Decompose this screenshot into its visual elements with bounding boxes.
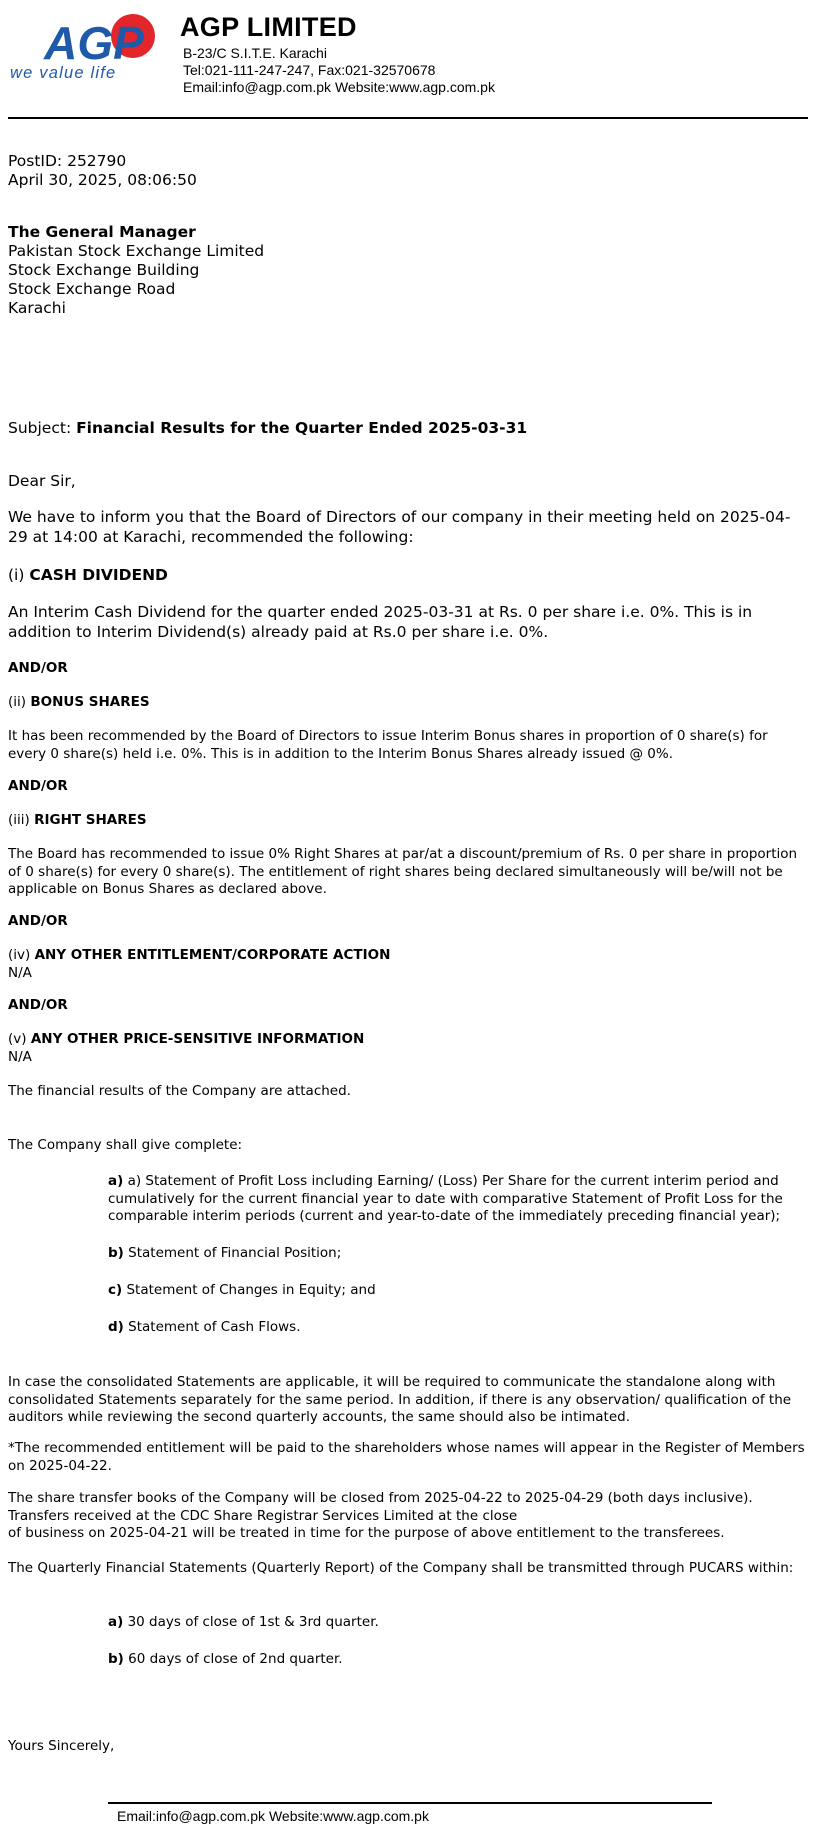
statement-item: b) Statement of Financial Position; bbox=[108, 1245, 342, 1261]
recipient-title: The General Manager bbox=[8, 223, 196, 241]
subject-label: Subject: bbox=[8, 419, 77, 437]
other-entitlement-heading: (iv) ANY OTHER ENTITLEMENT/CORPORATE ACTION bbox=[8, 947, 391, 963]
recipient-city: Karachi bbox=[8, 299, 66, 317]
closing: Yours Sincerely, bbox=[8, 1738, 115, 1754]
intro-paragraph: We have to inform you that the Board of Directors of our company in their meeting held on 2025-04-29 at 14:00 at Karachi, recommended the following: bbox=[8, 508, 791, 546]
post-id: PostID: 252790 bbox=[8, 152, 127, 170]
bonus-text: It has been recommended by the Board of Directors to issue Interim Bonus shares in proportion of 0 share(s) for every 0 share(s) held i.e. 0%. This is in addition to the Interim Bonus Shares already issued @ 0%. bbox=[8, 728, 768, 762]
and-or-label: AND/OR bbox=[8, 997, 68, 1013]
recipient-line: Pakistan Stock Exchange Limited bbox=[8, 242, 265, 260]
logo-wordmark: AGP bbox=[44, 17, 144, 69]
and-or-label: AND/OR bbox=[8, 660, 68, 676]
logo-tagline: we value life bbox=[10, 64, 117, 82]
company-tel-fax: Tel:021-111-247-247, Fax:021-32570678 bbox=[183, 62, 436, 78]
right-shares-text: The Board has recommended to issue 0% Right Shares at par/at a discount/premium of Rs. 0 per share in proportion of 0 share(s) for every 0 share(s). The entitlement of right shares being declared simultaneously will be/will not be applicable on Bonus Shares as declared above. bbox=[8, 846, 798, 898]
company-address: B-23/C S.I.T.E. Karachi bbox=[183, 45, 327, 61]
company-logo bbox=[8, 12, 168, 84]
bonus-heading: (ii) BONUS SHARES bbox=[8, 694, 150, 710]
deadline-item: b) 60 days of close of 2nd quarter. bbox=[108, 1651, 343, 1667]
header-divider bbox=[8, 117, 808, 119]
statement-item: c) Statement of Changes in Equity; and bbox=[108, 1282, 376, 1298]
cash-dividend-text: An Interim Cash Dividend for the quarter ended 2025-03-31 at Rs. 0 per share i.e. 0%. This is in addition to Interim Dividend(s) already paid at Rs.0 per share i.e. 0%. bbox=[8, 603, 753, 641]
quarterly-report-paragraph: The Quarterly Financial Statements (Quarterly Report) of the Company shall be transmitted through PUCARS within: bbox=[8, 1560, 794, 1576]
cash-dividend-heading: (i) CASH DIVIDEND bbox=[8, 566, 168, 584]
statement-item: a) a) Statement of Profit Loss including Earning/ (Loss) Per Share for the current interim period and cumulatively for the current financial year to date with comparative Statement of Profit Loss for the comparable interim periods (current and year-to-date of the immediately preceding financial year); bbox=[108, 1173, 783, 1225]
company-email-web: Email:info@agp.com.pk Website:www.agp.com.pk bbox=[183, 79, 495, 95]
statement-item: d) Statement of Cash Flows. bbox=[108, 1319, 301, 1335]
and-or-label: AND/OR bbox=[8, 913, 68, 929]
transfer-books-line: The share transfer books of the Company will be closed from 2025-04-22 to 2025-04-29 (both days inclusive). bbox=[8, 1490, 753, 1506]
results-attached: The financial results of the Company are attached. bbox=[8, 1083, 351, 1099]
transfer-books-line: of business on 2025-04-21 will be treated in time for the purpose of above entitlement to the transferees. bbox=[8, 1525, 725, 1542]
recipient-line: Stock Exchange Building bbox=[8, 261, 200, 279]
entitlement-note: *The recommended entitlement will be paid to the shareholders whose names will appear in the Register of Members on 2025-04-22. bbox=[8, 1440, 805, 1474]
footer-divider bbox=[108, 1802, 712, 1804]
post-datetime: April 30, 2025, 08:06:50 bbox=[8, 171, 197, 189]
salutation: Dear Sir, bbox=[8, 472, 76, 490]
right-shares-heading: (iii) RIGHT SHARES bbox=[8, 812, 147, 828]
price-sensitive-value: N/A bbox=[8, 1049, 32, 1065]
consolidated-paragraph: In case the consolidated Statements are applicable, it will be required to communicate the standalone along with consolidated Statements separately for the same period. In addition, if there is any observation/ qualification of the auditors while reviewing the second quarterly accounts, the same should also be intimated. bbox=[8, 1374, 792, 1426]
transfer-books-line: Transfers received at the CDC Share Registrar Services Limited at the close bbox=[8, 1507, 518, 1524]
subject-text: Financial Results for the Quarter Ended 2025-03-31 bbox=[76, 419, 528, 437]
footer-contact: Email:info@agp.com.pk Website:www.agp.com.pk bbox=[117, 1808, 429, 1824]
recipient-line: Stock Exchange Road bbox=[8, 280, 176, 298]
deadline-item: a) 30 days of close of 1st & 3rd quarter. bbox=[108, 1614, 379, 1630]
and-or-label: AND/OR bbox=[8, 778, 68, 794]
price-sensitive-heading: (v) ANY OTHER PRICE-SENSITIVE INFORMATION bbox=[8, 1031, 365, 1047]
subject-line bbox=[8, 419, 527, 437]
shall-give-intro: The Company shall give complete: bbox=[8, 1137, 243, 1153]
company-name: AGP LIMITED bbox=[180, 12, 357, 42]
other-entitlement-value: N/A bbox=[8, 965, 32, 981]
